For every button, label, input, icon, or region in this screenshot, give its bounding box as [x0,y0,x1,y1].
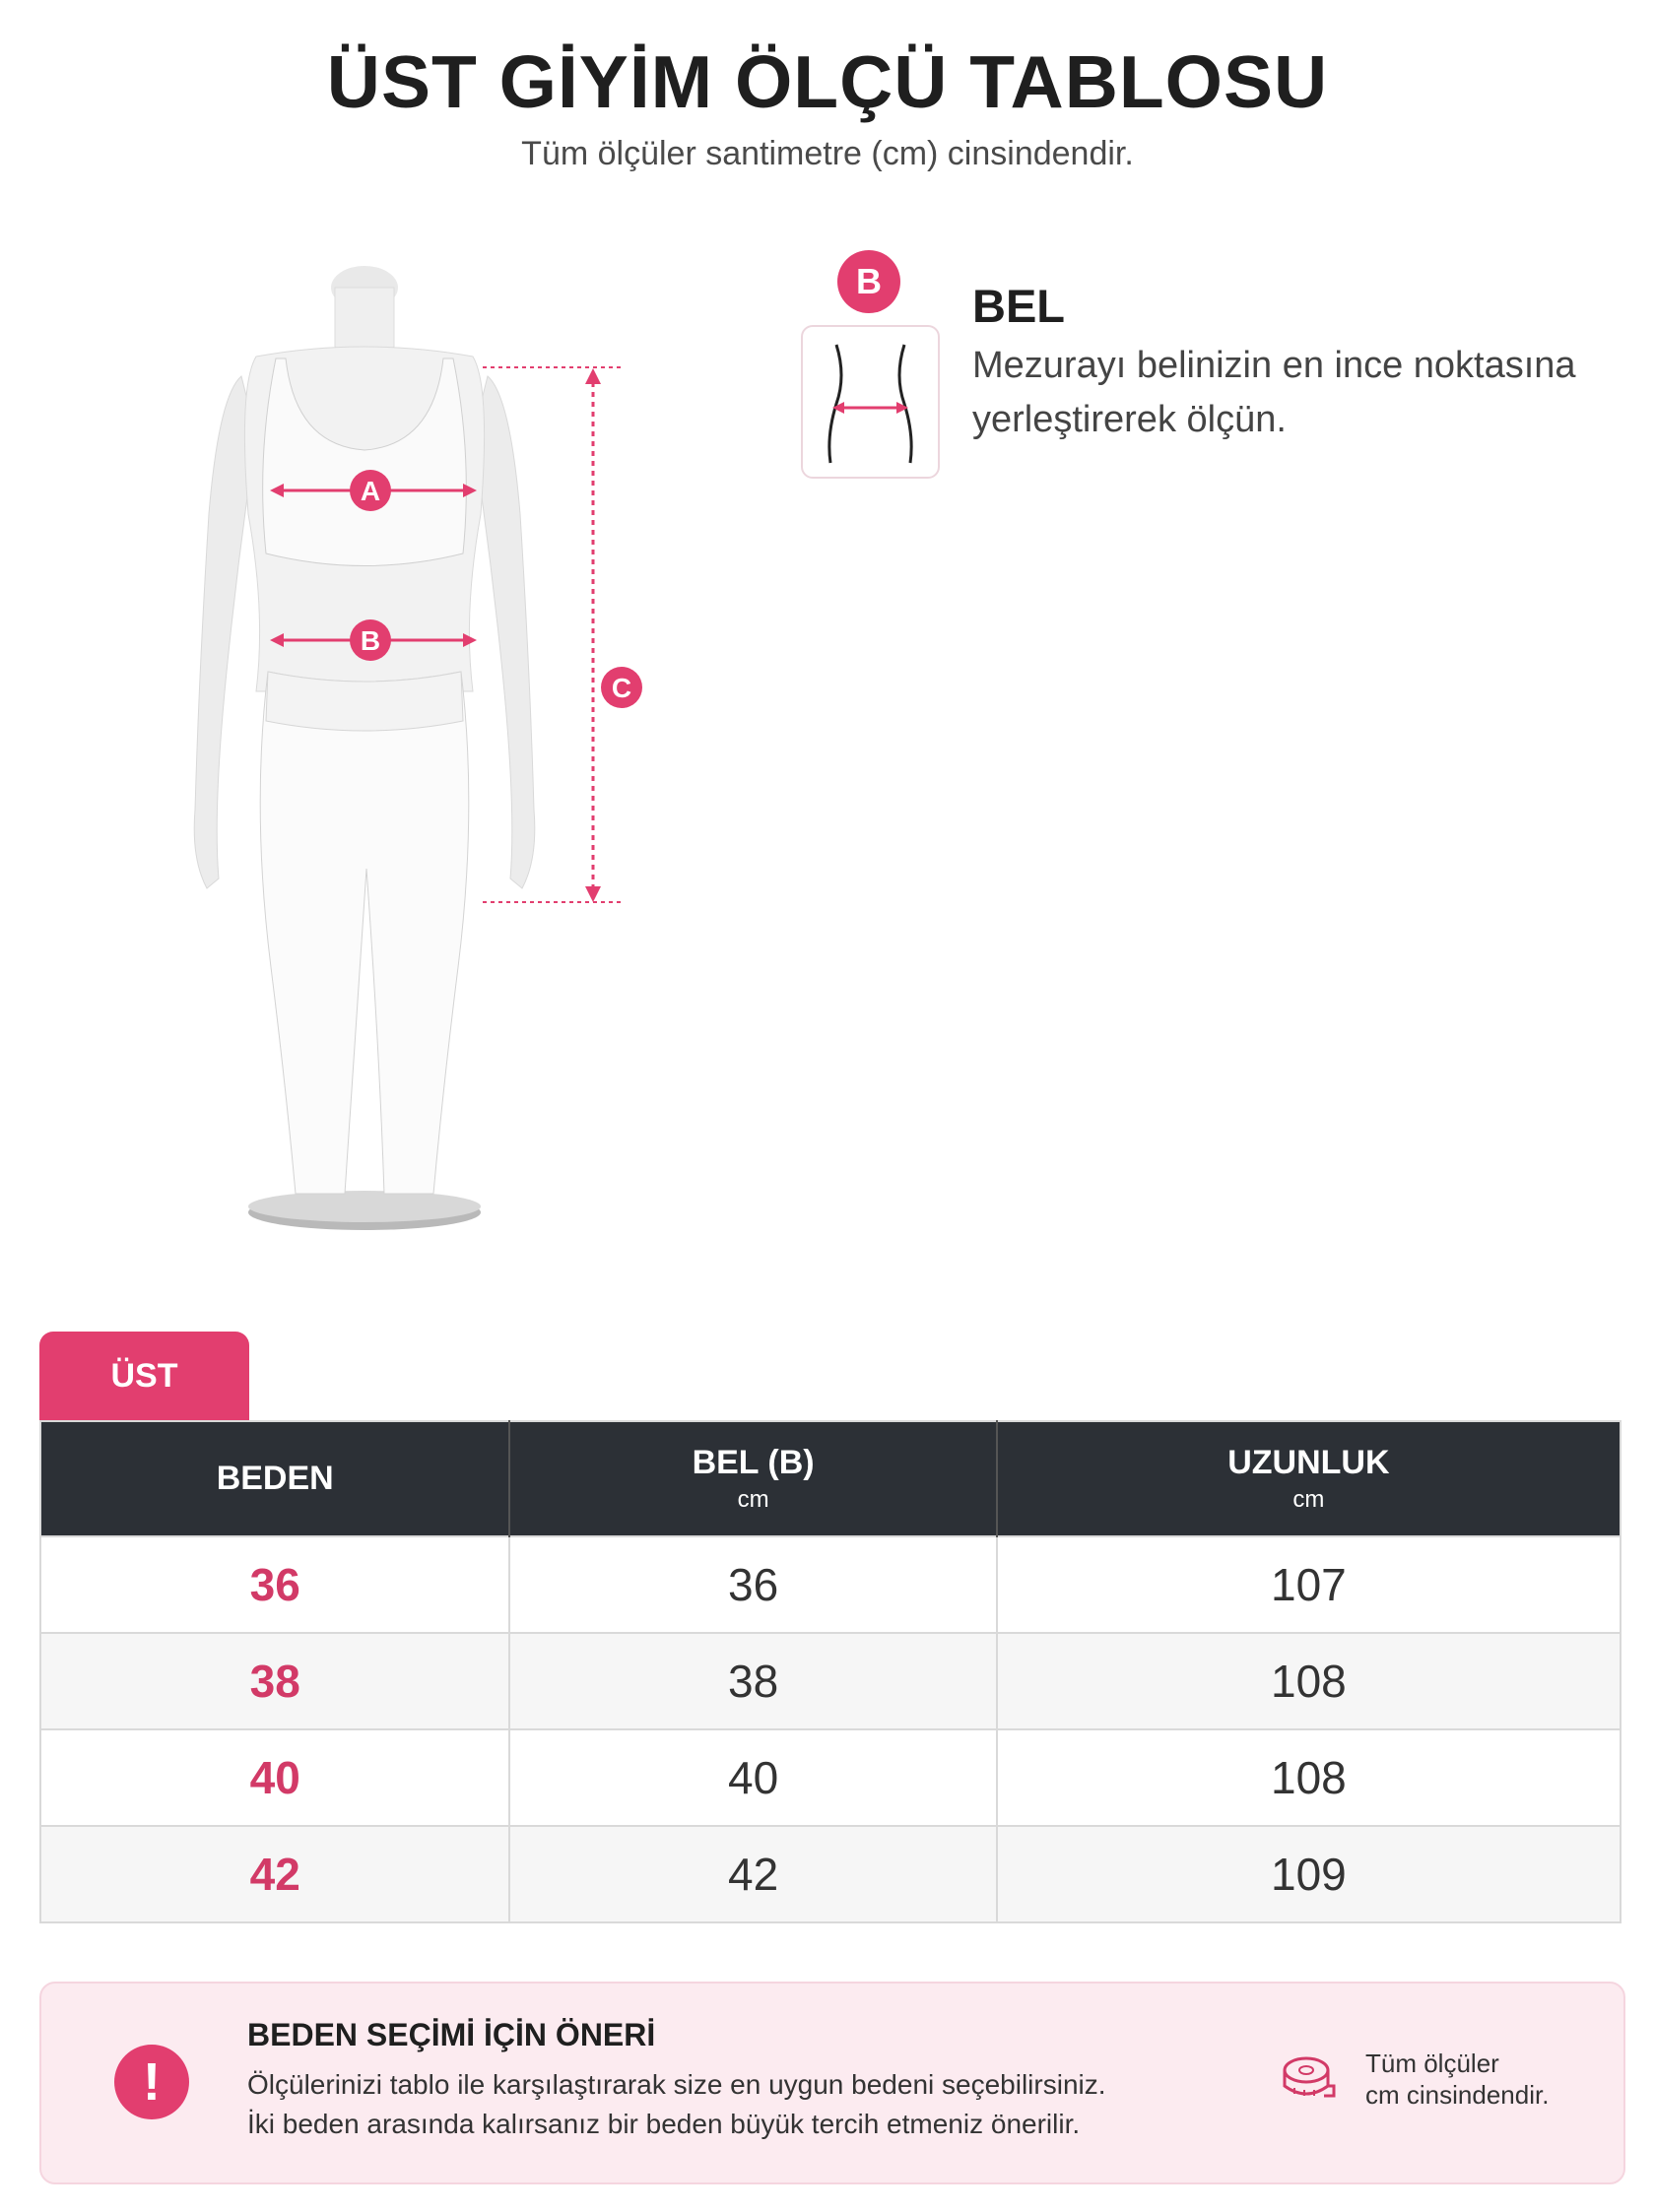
table-row [40,1633,1621,1729]
column-header-length: UZUNLUK cm [997,1421,1621,1536]
tab-ust[interactable]: ÜST [39,1332,249,1420]
page-title: ÜST GİYİM ÖLÇÜ TABLOSU [326,40,1329,123]
page-subtitle: Tüm ölçüler santimetre (cm) cinsindendir. [521,135,1134,172]
waist-cell: 36 [509,1536,996,1633]
exclamation-icon: ! [114,2045,189,2119]
mannequin-figure [148,258,660,1251]
length-cell: 107 [997,1536,1621,1633]
marker-b-label: B [360,625,381,656]
recommendation-text-1: Ölçülerinizi tablo ile karşılaştırarak size en uygun bedeni seçebilirsiniz. [247,2069,1106,2100]
table-header-row [40,1421,1621,1536]
waist-cell: 38 [509,1633,996,1729]
waist-icon [801,325,940,479]
recommendation-title: BEDEN SEÇİMİ İÇİN ÖNERİ [247,2017,656,2052]
unit-note-line-2: cm cinsindendir. [1365,2080,1550,2110]
length-cell: 108 [997,1729,1621,1826]
measure-title: BEL [972,280,1065,332]
waist-cell: 40 [509,1729,996,1826]
size-cell: 42 [40,1826,509,1922]
table-row [40,1729,1621,1826]
unit-note-line-1: Tüm ölçüler [1365,2049,1499,2078]
size-cell: 40 [40,1729,509,1826]
column-header-size: BEDEN [40,1421,509,1536]
marker-c-label: C [611,673,632,703]
size-table [39,1420,1622,1923]
length-cell: 109 [997,1826,1621,1922]
table-row [40,1826,1621,1922]
column-header-waist: BEL (B) cm [509,1421,996,1536]
measure-badge: B [837,250,900,313]
size-cell: 38 [40,1633,509,1729]
recommendation-text-2: İki beden arasında kalırsanız bir beden büyük tercih etmeniz önerilir. [247,2109,1081,2139]
length-cell: 108 [997,1633,1621,1729]
tape-measure-icon [1281,2050,1336,2106]
size-cell: 36 [40,1536,509,1633]
waist-cell: 42 [509,1826,996,1922]
table-row [40,1536,1621,1633]
measure-description: Mezurayı belinizin en ince noktasına yerleştirerek ölçün. [972,345,1576,440]
marker-a-label: A [360,476,381,506]
